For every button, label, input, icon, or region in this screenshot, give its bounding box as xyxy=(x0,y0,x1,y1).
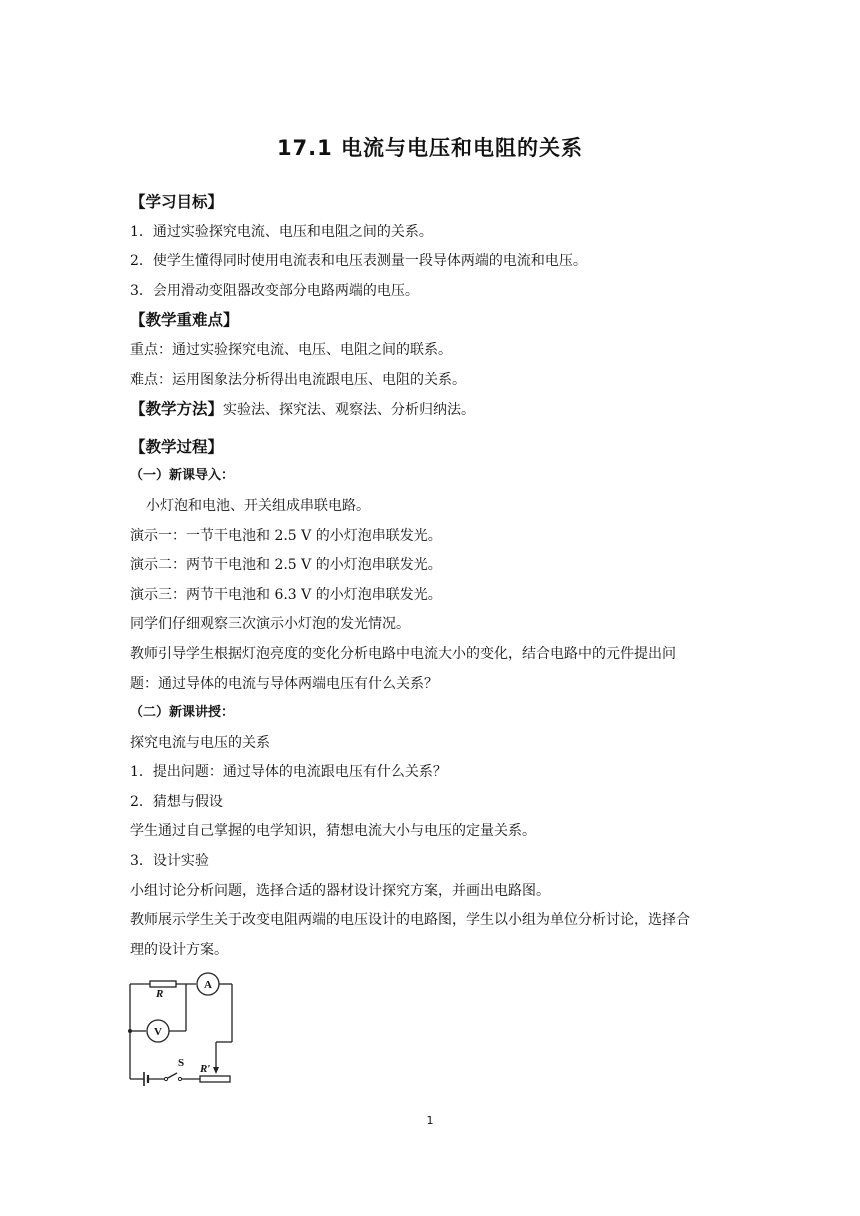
intro-line: 演示三：两节干电池和 6.3 V 的小灯泡串联发光。 xyxy=(130,586,442,603)
intro-line: 演示二：两节干电池和 2.5 V 的小灯泡串联发光。 xyxy=(130,557,442,574)
lecture-line: 学生通过自己掌握的电学知识，猜想电流大小与电压的定量关系。 xyxy=(130,823,536,840)
lecture-line: 教师展示学生关于改变电阻两端的电压设计的电路图，学生以小组为单位分析讨论，选择合 xyxy=(130,912,690,929)
lecture-line: 小组讨论分析问题，选择合适的器材设计探究方案，并画出电路图。 xyxy=(130,882,550,899)
intro-heading: （一）新课导入： xyxy=(130,468,235,484)
lecture-line: 探究电流与电压的关系 xyxy=(130,734,270,751)
label-s: S xyxy=(178,1057,185,1069)
lecture-line: 3．设计实验 xyxy=(130,853,209,870)
goal-item: 2．使学生懂得同时使用电流表和电压表测量一段导体两端的电流和电压。 xyxy=(130,253,587,270)
label-r: R xyxy=(156,988,164,1000)
method-text: 实验法、探究法、观察法、分析归纳法。 xyxy=(223,402,476,419)
lecture-line: 1．提出问题：通过导体的电流跟电压有什么关系？ xyxy=(130,764,447,781)
resistor-r xyxy=(150,981,176,987)
switch-contact xyxy=(164,1077,167,1080)
label-v: V xyxy=(154,1026,162,1038)
junction-dot xyxy=(128,1029,132,1033)
intro-line: 同学们仔细观察三次演示小灯泡的发光情况。 xyxy=(130,616,410,633)
switch-contact xyxy=(178,1077,181,1080)
intro-line: 教师引导学生根据灯泡亮度的变化分析电路中电流大小的变化，结合电路中的元件提出问 xyxy=(130,645,676,662)
goal-item: 3．会用滑动变阻器改变部分电路两端的电压。 xyxy=(130,282,419,299)
document-body xyxy=(130,192,740,969)
lecture-heading: （二）新课讲授： xyxy=(130,705,235,721)
method-heading: 【教学方法】 xyxy=(130,400,224,419)
intro-line: 小灯泡和电池、开关组成串联电路。 xyxy=(146,497,370,514)
label-a: A xyxy=(204,979,212,991)
process-heading: 【教学过程】 xyxy=(130,437,224,456)
lecture-line: 2．猜想与假设 xyxy=(130,793,223,810)
label-rheostat: R′ xyxy=(200,1063,211,1075)
goal-item: 1．通过实验探究电流、电压和电阻之间的关系。 xyxy=(130,223,433,240)
intro-line: 演示一：一节干电池和 2.5 V 的小灯泡串联发光。 xyxy=(130,527,442,544)
page-number: 1 xyxy=(426,1114,434,1127)
key-points-heading: 【教学重难点】 xyxy=(130,311,239,330)
rheostat-slider-arrow xyxy=(213,1067,219,1074)
page-title: 17.1 电流与电压和电阻的关系 xyxy=(276,136,584,160)
rheostat xyxy=(200,1076,230,1082)
circuit-diagram xyxy=(122,966,242,1090)
goals-heading: 【学习目标】 xyxy=(130,193,224,211)
key-point-item: 重点：通过实验探究电流、电压、电阻之间的联系。 xyxy=(130,341,452,358)
method-line xyxy=(130,399,740,429)
lecture-line: 理的设计方案。 xyxy=(130,941,228,958)
key-point-item: 难点：运用图象法分析得出电流跟电压、电阻的关系。 xyxy=(130,371,466,388)
intro-line: 题：通过导体的电流与导体两端电压有什么关系？ xyxy=(130,675,438,692)
